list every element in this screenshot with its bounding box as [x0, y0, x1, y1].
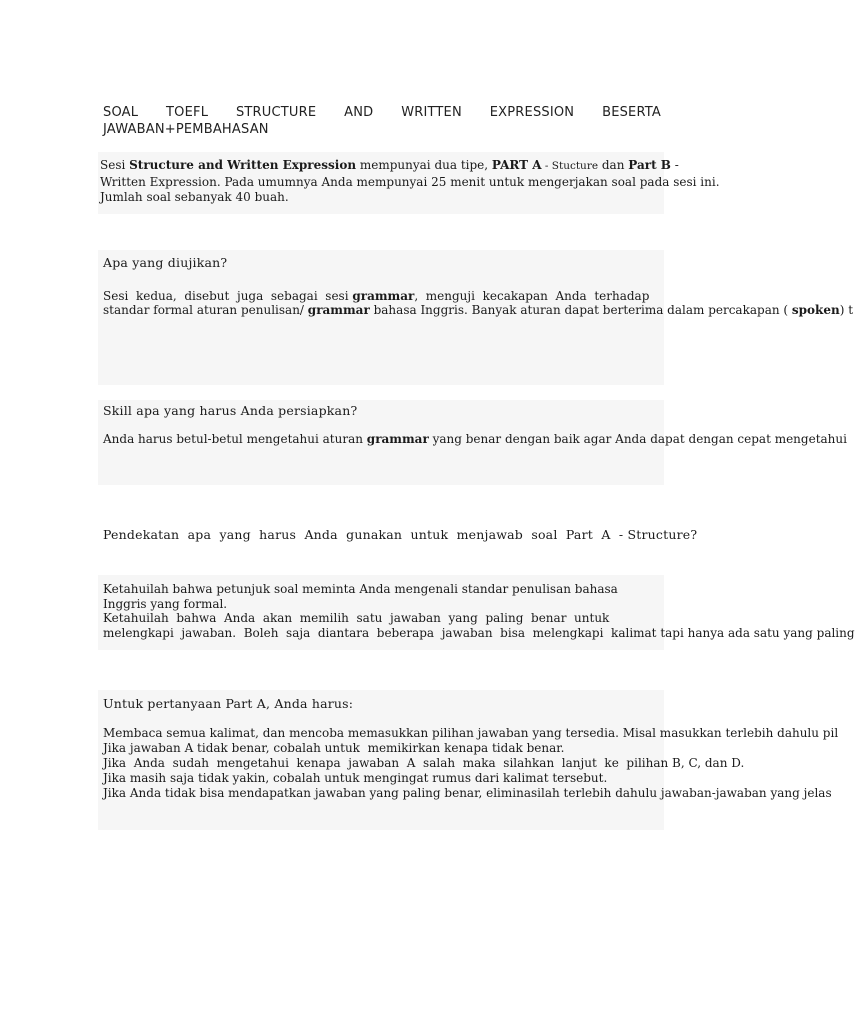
- title-word: BESERTA: [602, 105, 661, 120]
- intro-bold-text: Structure and Written Expression: [129, 158, 357, 172]
- bold-term: grammar: [307, 303, 370, 317]
- section3-line-4: melengkapi jawaban. Boleh saja diantara beberapa jawaban bisa melengkapi kalimat tapi hanya ada satu yang paling: [103, 626, 855, 640]
- title-word: EXPRESSION: [489, 105, 575, 120]
- bold-term: spoken: [791, 303, 840, 317]
- body-text: , menguji kecakapan Anda terhadap: [414, 289, 650, 303]
- intro-line-2: [100, 175, 720, 190]
- body-text: bahasa Inggris. Banyak aturan dapat berterima dalam percakapan (: [369, 303, 792, 317]
- section1-heading: Apa yang diujikan?: [103, 255, 228, 270]
- section3-line-1: Ketahuilah bahwa petunjuk soal meminta Anda mengenali standar penulisan bahasa: [103, 582, 618, 596]
- intro-text: -: [670, 158, 679, 172]
- intro-text: Written Expression.: [100, 175, 221, 189]
- body-text: ) t: [839, 303, 854, 317]
- intro-line-1: [100, 158, 679, 174]
- intro-text: Sesi: [100, 158, 130, 172]
- section3-line-2: Inggris yang formal.: [103, 597, 228, 611]
- intro-text: dan: [598, 158, 629, 172]
- document-title: [103, 104, 661, 138]
- body-text: standar formal aturan penulisan/: [103, 303, 308, 317]
- section4-line-1: Membaca semua kalimat, dan mencoba memasukkan pilihan jawaban yang tersedia. Misal masukkan terlebih dahulu pil: [103, 726, 839, 740]
- title-line-1: [103, 104, 661, 121]
- intro-small-text: - Stucture: [541, 160, 599, 172]
- intro-text: Jumlah soal sebanyak 40 buah.: [100, 190, 289, 204]
- section2-heading: Skill apa yang harus Anda persiapkan?: [103, 403, 358, 418]
- title-word: TOEFL: [166, 105, 209, 120]
- intro-bold-text: PART A: [491, 158, 542, 172]
- section4-line-4: Jika masih saja tidak yakin, cobalah untuk mengingat rumus dari kalimat tersebut.: [103, 771, 608, 785]
- section3-heading: Pendekatan apa yang harus Anda gunakan untuk menjawab soal Part A - Structure?: [103, 527, 698, 542]
- intro-bold-text: Part B: [628, 158, 671, 172]
- intro-line-3: [100, 190, 289, 205]
- body-text: yang benar dengan baik agar Anda dapat dengan cepat mengetahui: [428, 432, 847, 446]
- section2-line-1: [103, 432, 847, 447]
- title-line-2: JAWABAN+PEMBAHASAN: [103, 122, 269, 137]
- section4-heading: Untuk pertanyaan Part A, Anda harus:: [103, 696, 354, 711]
- title-word: AND: [344, 105, 374, 120]
- section4-line-3: Jika Anda sudah mengetahui kenapa jawaban A salah maka silahkan lanjut ke pilihan B, C, dan D.: [103, 756, 745, 770]
- section4-line-2: Jika jawaban A tidak benar, cobalah untuk memikirkan kenapa tidak benar.: [103, 741, 565, 755]
- intro-text: mempunyai dua tipe,: [356, 158, 492, 172]
- title-word: SOAL: [103, 105, 139, 120]
- section1-line-1: [103, 289, 649, 304]
- body-text: Sesi kedua, disebut juga sebagai sesi: [103, 289, 353, 303]
- bold-term: grammar: [366, 432, 429, 446]
- section4-line-5: Jika Anda tidak bisa mendapatkan jawaban yang paling benar, eliminasilah terlebih dahulu jawaban-jawaban yang jelas: [103, 786, 832, 800]
- body-text: Anda harus betul-betul mengetahui aturan: [103, 432, 367, 446]
- bold-term: grammar: [352, 289, 415, 303]
- section3-line-3: Ketahuilah bahwa Anda akan memilih satu jawaban yang paling benar untuk: [103, 611, 610, 625]
- title-word: WRITTEN: [401, 105, 462, 120]
- section1-line-2: [103, 303, 853, 318]
- title-word: STRUCTURE: [235, 105, 317, 120]
- intro-text: Pada umumnya Anda mempunyai 25 menit untuk mengerjakan soal pada sesi ini.: [220, 175, 720, 189]
